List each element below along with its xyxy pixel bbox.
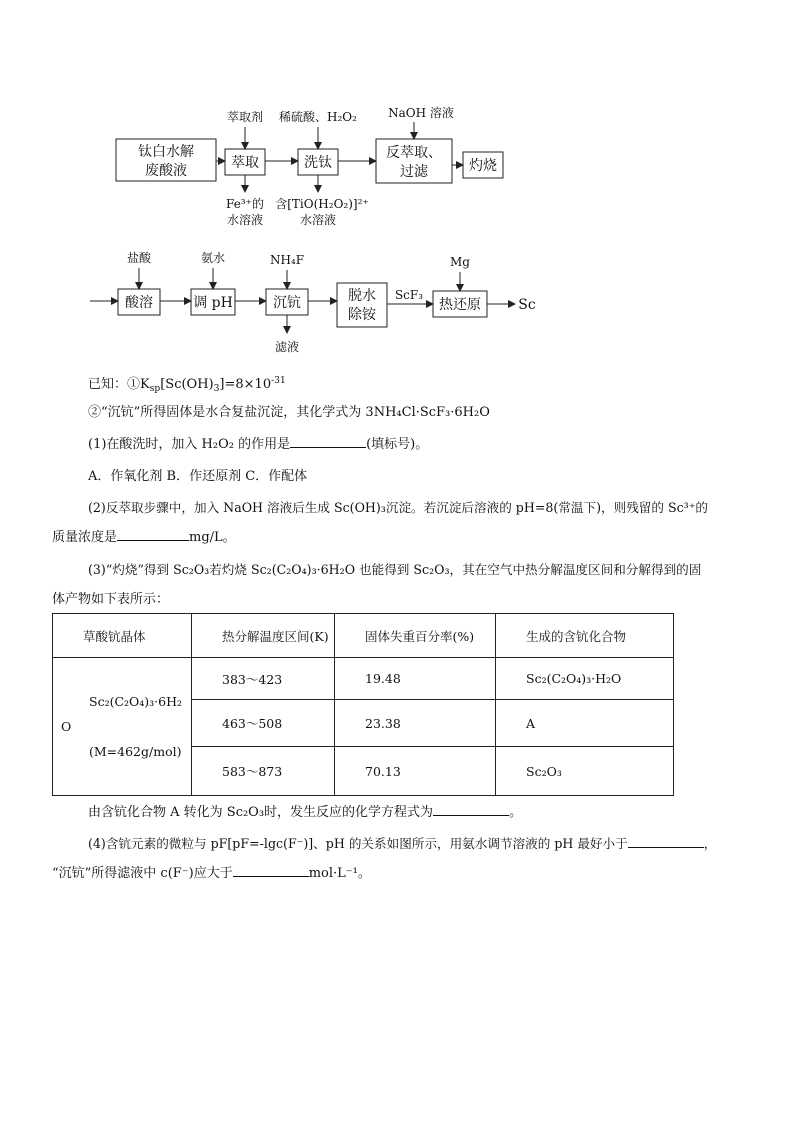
table-row	[53, 658, 674, 700]
question-2-tail: mg/L。	[189, 530, 236, 545]
output-ti-label-1: 含[TiO(H₂O₂)]²⁺	[275, 197, 369, 211]
crystal-formula: Sc₂(C₂O₄)₃·6H₂	[89, 694, 183, 709]
input-hcl: 盐酸	[126, 251, 152, 265]
question-4-line-2	[52, 864, 371, 884]
answer-blank-2[interactable]	[117, 528, 189, 541]
question-1	[88, 435, 428, 455]
known-ksp-formula-sub: 3	[213, 384, 220, 394]
box-back-extraction-label-2: 过滤	[400, 164, 428, 180]
input-ammonia: 氨水	[200, 251, 226, 265]
table-cell-product: A	[496, 700, 674, 747]
table-header-weight-loss: 固体失重百分率(%)	[335, 614, 496, 658]
output-fe-label-2: 水溶液	[226, 213, 264, 227]
answer-blank-3[interactable]	[433, 803, 509, 816]
question-3-line-1: (3)“灼烧”得到 Sc₂O₃若灼烧 Sc₂(C₂O₄)₃·6H₂O 也能得到 Sc₂O₃，其在空气中热分解温度区间和分解得到的固	[88, 562, 702, 577]
question-4-tail: ，	[703, 836, 717, 851]
known-ksp-k: 已知：①K	[88, 377, 150, 392]
table-header-product: 生成的含钪化合物	[496, 614, 674, 658]
table-cell-product: Sc₂(C₂O₄)₃·H₂O	[496, 658, 674, 700]
crystal-molar-mass: (M=462g/mol)	[89, 744, 182, 759]
question-1-tail: (填标号)。	[366, 437, 429, 452]
answer-blank-5[interactable]	[233, 864, 309, 877]
question-3b-tail: 。	[509, 805, 523, 820]
product-sc: Sc	[518, 297, 536, 313]
question-4-text: (4)含钪元素的微粒与 pF[pF=-lgc(F⁻)]、pH 的关系如图所示，用氨水调节溶液的 pH 最好小于	[88, 836, 628, 851]
table-header-temp-range: 热分解温度区间(K)	[192, 614, 335, 658]
table-cell-range: 383～423	[192, 658, 335, 700]
question-4b-text: “沉钪”所得滤液中 c(F⁻)应大于	[52, 866, 233, 881]
table-cell-range: 583～873	[192, 747, 335, 796]
known-ksp-formula: [Sc(OH)	[160, 377, 214, 392]
question-4b-tail: mol·L⁻¹。	[308, 866, 371, 881]
table-cell-loss: 23.38	[335, 700, 496, 747]
input-extractant: 萃取剂	[226, 110, 264, 124]
output-ti-label-2: 水溶液	[299, 213, 337, 227]
table-cell-product: Sc₂O₃	[496, 747, 674, 796]
known-ksp-value: ]=8×10	[219, 377, 272, 392]
input-naoh: NaOH 溶液	[388, 106, 454, 120]
box-thermal-reduction-label: 热还原	[439, 297, 481, 313]
box-precipitate-sc-label: 沉钪	[273, 295, 301, 311]
known-ksp-exponent: -31	[271, 376, 286, 386]
question-1-text: (1)在酸洗时，加入 H₂O₂ 的作用是	[88, 437, 291, 452]
box-adjust-ph-label: 调 pH	[193, 295, 233, 311]
box-back-extraction-label-1: 反萃取、	[386, 145, 442, 161]
output-fe-label-1: Fe³⁺的	[226, 197, 264, 211]
known-ksp-sub: sp	[149, 384, 161, 394]
output-filtrate: 滤液	[274, 340, 300, 354]
box-calcination-label: 灼烧	[469, 158, 497, 174]
question-4-line-1	[88, 834, 716, 854]
decomposition-table	[52, 613, 674, 796]
known-line-2: ②“沉钪”所得固体是水合复盐沉淀，其化学式为 3NH₄Cl·ScF₃·6H₂O	[88, 405, 490, 420]
question-3b	[88, 803, 522, 823]
known-line-1	[88, 371, 286, 399]
question-3b-text: 由含钪化合物 A 转化为 Sc₂O₃时，发生反应的化学方程式为	[88, 805, 434, 820]
table-header-crystal: 草酸钪晶体	[53, 614, 192, 658]
table-cell-range: 463～508	[192, 700, 335, 747]
question-2-line-2	[52, 528, 236, 548]
table-cell-loss: 70.13	[335, 747, 496, 796]
answer-blank-1[interactable]	[290, 435, 366, 448]
box-waste-acid-label-2: 废酸液	[145, 163, 187, 179]
process-flowchart	[0, 0, 794, 360]
question-1-options: A．作氧化剂 B．作还原剂 C．作配体	[88, 469, 308, 484]
table-cell-crystal	[53, 658, 192, 796]
input-mg: Mg	[450, 255, 470, 269]
question-3-line-2: 体产物如下表所示：	[52, 592, 170, 607]
box-waste-acid-label-1: 钛白水解	[138, 144, 194, 160]
box-dehydrate-label-1: 脱水	[348, 288, 376, 304]
box-dehydrate-label-2: 除铵	[348, 307, 376, 323]
question-2-line-1: (2)反萃取步骤中，加入 NaOH 溶液后生成 Sc(OH)₃沉淀。若沉淀后溶液的 pH=8(常温下)，则残留的 Sc³⁺的	[88, 500, 708, 515]
question-2-text: 质量浓度是	[52, 530, 118, 545]
box-extraction-label: 萃取	[231, 155, 259, 171]
table-cell-loss: 19.48	[335, 658, 496, 700]
box-wash-titanium-label: 洗钛	[304, 155, 332, 171]
box-acid-dissolve-label: 酸溶	[125, 295, 153, 311]
label-scf3: ScF₃	[394, 288, 424, 302]
table-header-row	[53, 614, 674, 658]
answer-blank-4[interactable]	[628, 835, 704, 848]
crystal-formula-o: O	[61, 719, 72, 734]
input-nh4f: NH₄F	[269, 253, 305, 267]
input-dilute-acid: 稀硫酸、H₂O₂	[279, 110, 357, 124]
